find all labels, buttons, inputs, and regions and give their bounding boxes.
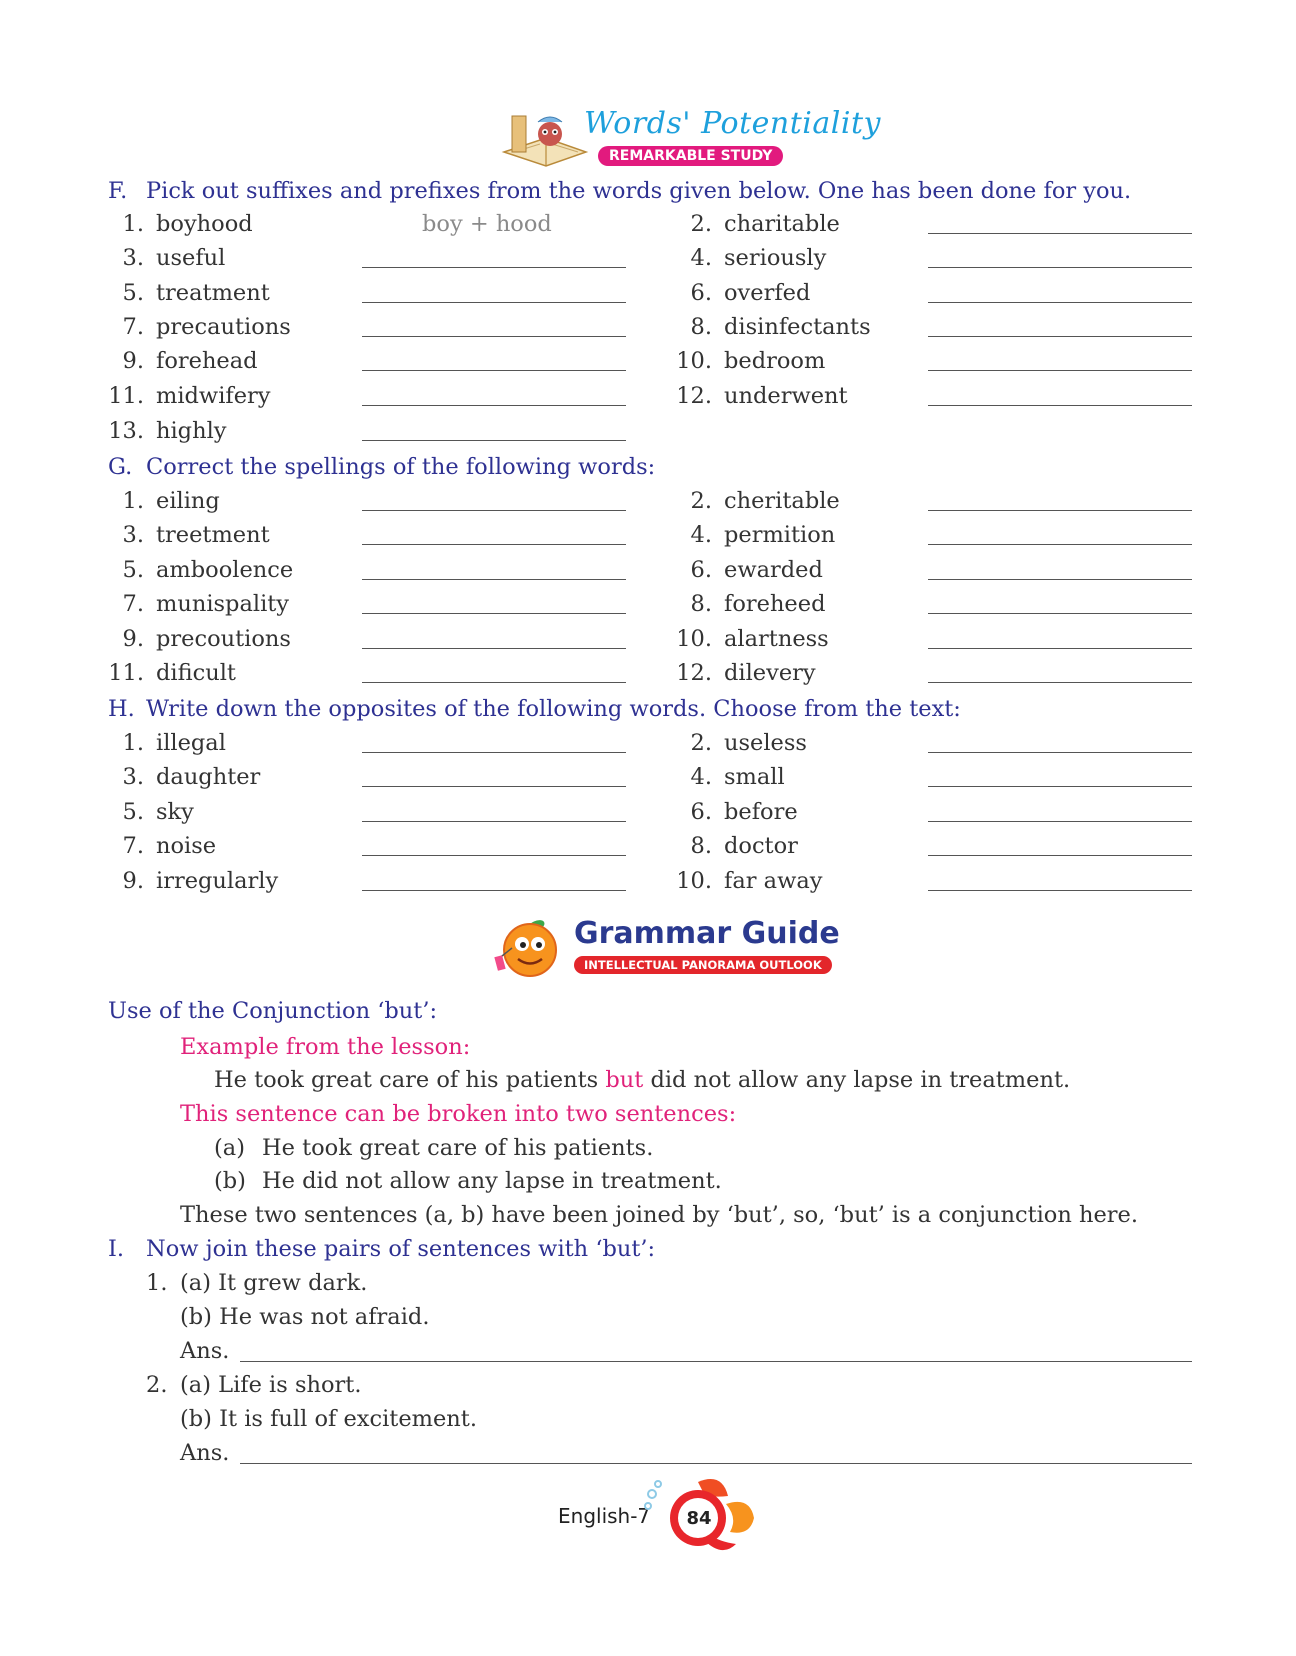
answer-line[interactable]	[362, 579, 626, 580]
sub-label: (b)	[214, 1168, 246, 1194]
item-number: 10.	[676, 348, 712, 374]
item-number: 12.	[676, 660, 712, 686]
sentence-b: (b) He was not afraid.	[180, 1304, 430, 1330]
item-number: 11.	[108, 660, 144, 686]
words-potentiality-header	[500, 104, 881, 174]
item-number: 8.	[690, 591, 712, 617]
answer-line[interactable]	[362, 544, 626, 545]
item-word: munispality	[156, 591, 290, 617]
answer-line[interactable]	[362, 440, 626, 441]
item-word: dificult	[156, 660, 236, 686]
instruction-text: Pick out suffixes and prefixes from the words given below. One has been done for you.	[146, 178, 1132, 204]
page-number: 84	[686, 1508, 712, 1529]
item-number: 1.	[122, 211, 144, 237]
item-number: 4.	[690, 764, 712, 790]
instruction-text: Now join these pairs of sentences with ‘but’:	[146, 1236, 656, 1262]
answer-line[interactable]	[362, 855, 626, 856]
item-word: midwifery	[156, 383, 271, 409]
item-number: 5.	[122, 799, 144, 825]
instruction-text: Correct the spellings of the following words:	[146, 454, 656, 480]
ans-label: Ans.	[180, 1440, 230, 1466]
item-number: 7.	[122, 314, 144, 340]
item-word: eiling	[156, 488, 220, 514]
item-number: 9.	[122, 348, 144, 374]
item-word: charitable	[724, 211, 840, 237]
sub-text: He did not allow any lapse in treatment.	[262, 1168, 722, 1194]
remarkable-study-badge: REMARKABLE STUDY	[598, 146, 783, 166]
answer-line[interactable]	[928, 405, 1192, 406]
answer-line[interactable]	[362, 510, 626, 511]
words-potentiality-title: Words' Potentiality	[584, 106, 881, 141]
item-number: 3.	[122, 245, 144, 271]
item-number: 12.	[676, 383, 712, 409]
sentence-a: (a) Life is short.	[180, 1372, 362, 1398]
item-word: boyhood	[156, 211, 253, 237]
section-letter: G.	[108, 454, 133, 480]
item-word: doctor	[724, 833, 798, 859]
item-word: daughter	[156, 764, 261, 790]
grammar-guide-title: Grammar Guide	[574, 916, 840, 951]
item-word: alartness	[724, 626, 829, 652]
item-number: 9.	[122, 868, 144, 894]
item-number: 7.	[122, 591, 144, 617]
example-sentence	[214, 1067, 1070, 1093]
item-word: precoutions	[156, 626, 291, 652]
grammar-guide-header	[490, 912, 840, 982]
item-word: noise	[156, 833, 217, 859]
item-number: 9.	[122, 626, 144, 652]
item-word: dilevery	[724, 660, 816, 686]
broken-label: This sentence can be broken into two sentences:	[180, 1101, 737, 1127]
answer-line[interactable]	[928, 302, 1192, 303]
answer-line[interactable]	[928, 233, 1192, 234]
instruction-text: Write down the opposites of the following words. Choose from the text:	[146, 696, 961, 722]
answer-line[interactable]	[362, 682, 626, 683]
answer-line[interactable]	[362, 613, 626, 614]
item-number: 1.	[122, 488, 144, 514]
intellectual-panorama-badge: INTELLECTUAL PANORAMA OUTLOOK	[574, 956, 832, 974]
item-word: disinfectants	[724, 314, 871, 340]
answer-line[interactable]	[362, 336, 626, 337]
sub-sentence-a	[214, 1135, 654, 1161]
item-number: 6.	[690, 799, 712, 825]
conclusion-text: These two sentences (a, b) have been joined by ‘but’, so, ‘but’ is a conjunction here.	[180, 1202, 1139, 1228]
item-number: 2.	[690, 730, 712, 756]
item-number: 6.	[690, 557, 712, 583]
item-word: seriously	[724, 245, 827, 271]
answer-line[interactable]	[362, 405, 626, 406]
answer-line[interactable]	[928, 579, 1192, 580]
item-number: 10.	[676, 868, 712, 894]
item-word: before	[724, 799, 798, 825]
section-letter: I.	[108, 1236, 125, 1262]
item-word: ewarded	[724, 557, 823, 583]
example-answer: boy + hood	[422, 211, 552, 237]
item-word: foreheed	[724, 591, 826, 617]
item-word: bedroom	[724, 348, 826, 374]
answer-line[interactable]	[928, 613, 1192, 614]
answer-line[interactable]	[362, 267, 626, 268]
example-label: Example from the lesson:	[180, 1034, 471, 1060]
answer-line[interactable]	[362, 786, 626, 787]
item-number: 3.	[122, 522, 144, 548]
item-word: cheritable	[724, 488, 840, 514]
answer-line[interactable]	[928, 648, 1192, 649]
answer-line[interactable]	[362, 821, 626, 822]
sub-sentence-b	[214, 1168, 722, 1194]
item-number: 4.	[690, 522, 712, 548]
sub-text: He took great care of his patients.	[262, 1135, 654, 1161]
item-word: useful	[156, 245, 226, 271]
answer-line[interactable]	[362, 890, 626, 891]
answer-line[interactable]	[362, 752, 626, 753]
item-word: permition	[724, 522, 836, 548]
answer-line[interactable]	[928, 370, 1192, 371]
answer-line[interactable]	[928, 855, 1192, 856]
conjunction-highlight: but	[605, 1067, 644, 1093]
book-label: English-7	[558, 1504, 651, 1528]
item-word: irregularly	[156, 868, 279, 894]
item-number: 8.	[690, 314, 712, 340]
answer-line[interactable]	[240, 1463, 1192, 1464]
item-word: illegal	[156, 730, 226, 756]
item-number: 13.	[108, 418, 144, 444]
section-letter: H.	[108, 696, 135, 722]
item-number: 4.	[690, 245, 712, 271]
section-i-instruction	[108, 1236, 655, 1262]
answer-line[interactable]	[928, 336, 1192, 337]
example-before: He took great care of his patients	[214, 1067, 606, 1093]
item-number: 10.	[676, 626, 712, 652]
answer-line[interactable]	[928, 510, 1192, 511]
answer-line[interactable]	[928, 267, 1192, 268]
item-number: 2.	[690, 488, 712, 514]
item-number: 11.	[108, 383, 144, 409]
answer-line[interactable]	[362, 648, 626, 649]
item-number: 8.	[690, 833, 712, 859]
item-number: 5.	[122, 280, 144, 306]
item-number: 3.	[122, 764, 144, 790]
book-reading-mascot-icon	[500, 108, 590, 170]
answer-line[interactable]	[240, 1361, 1192, 1362]
orange-mascot-icon	[490, 912, 570, 982]
item-number: 5.	[122, 557, 144, 583]
section-g-instruction	[108, 454, 655, 480]
item-word: forehead	[156, 348, 258, 374]
ans-label: Ans.	[180, 1338, 230, 1364]
item-word: sky	[156, 799, 194, 825]
answer-line[interactable]	[928, 786, 1192, 787]
item-word: amboolence	[156, 557, 294, 583]
item-number: 6.	[690, 280, 712, 306]
item-word: far away	[724, 868, 823, 894]
sub-label: (a)	[214, 1135, 245, 1161]
sentence-a: (a) It grew dark.	[180, 1270, 368, 1296]
item-number: 1.	[122, 730, 144, 756]
item-number: 2.	[690, 211, 712, 237]
item-word: overfed	[724, 280, 811, 306]
item-word: treatment	[156, 280, 270, 306]
answer-line[interactable]	[362, 302, 626, 303]
section-f-instruction	[108, 178, 1131, 204]
answer-line[interactable]	[362, 370, 626, 371]
conjunction-heading: Use of the Conjunction ‘but’:	[108, 998, 438, 1024]
item-word: highly	[156, 418, 227, 444]
sentence-b: (b) It is full of excitement.	[180, 1406, 477, 1432]
answer-line[interactable]	[928, 544, 1192, 545]
item-word: underwent	[724, 383, 848, 409]
answer-line[interactable]	[928, 682, 1192, 683]
answer-line[interactable]	[928, 752, 1192, 753]
item-word: small	[724, 764, 785, 790]
item-word: useless	[724, 730, 807, 756]
section-letter: F.	[108, 178, 128, 204]
answer-line[interactable]	[928, 821, 1192, 822]
item-word: precautions	[156, 314, 291, 340]
question-number: 1.	[146, 1270, 168, 1296]
question-number: 2.	[146, 1372, 168, 1398]
item-number: 7.	[122, 833, 144, 859]
item-word: treetment	[156, 522, 270, 548]
answer-line[interactable]	[928, 890, 1192, 891]
example-after: did not allow any lapse in treatment.	[643, 1067, 1071, 1093]
section-h-instruction	[108, 696, 961, 722]
